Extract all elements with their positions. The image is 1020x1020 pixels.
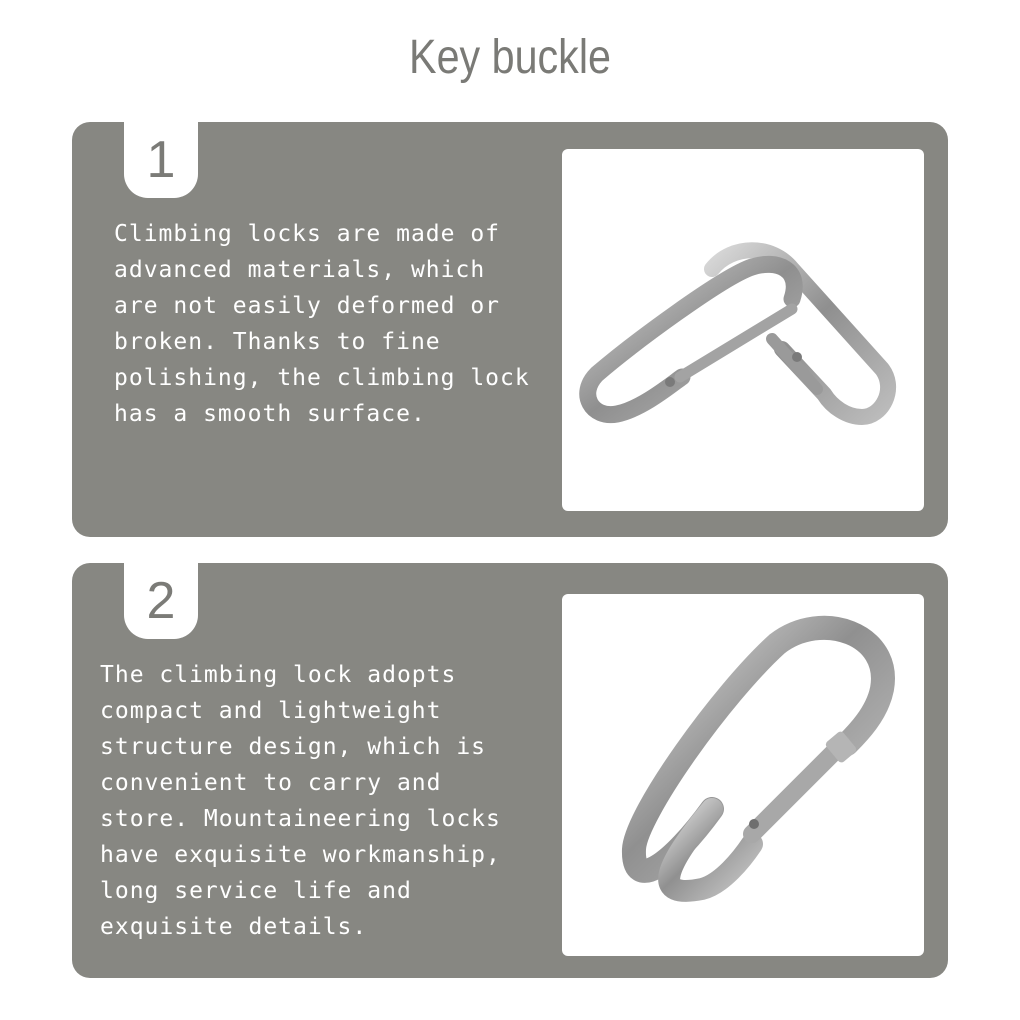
product-photo [562,149,924,511]
section-number-badge: 2 [124,563,198,639]
feature-description: Climbing locks are made of advanced materials, which are not easily deformed or broken. Thanks to fine polishing, the climbing lock has a smooth surface. [114,221,530,427]
two-carabiners-icon [562,149,924,511]
feature-card-2 [72,563,948,978]
page-title: Key buckle [409,31,611,84]
carabiner-icon [562,594,924,956]
product-photo [562,594,924,956]
feature-description: The climbing lock adopts compact and lightweight structure design, which is convenient to carry and store. Mountaineering locks have exquisite workmanship, long service life and exquisite details. [100,662,501,940]
feature-card-1 [72,122,948,537]
section-number-badge: 1 [124,122,198,198]
